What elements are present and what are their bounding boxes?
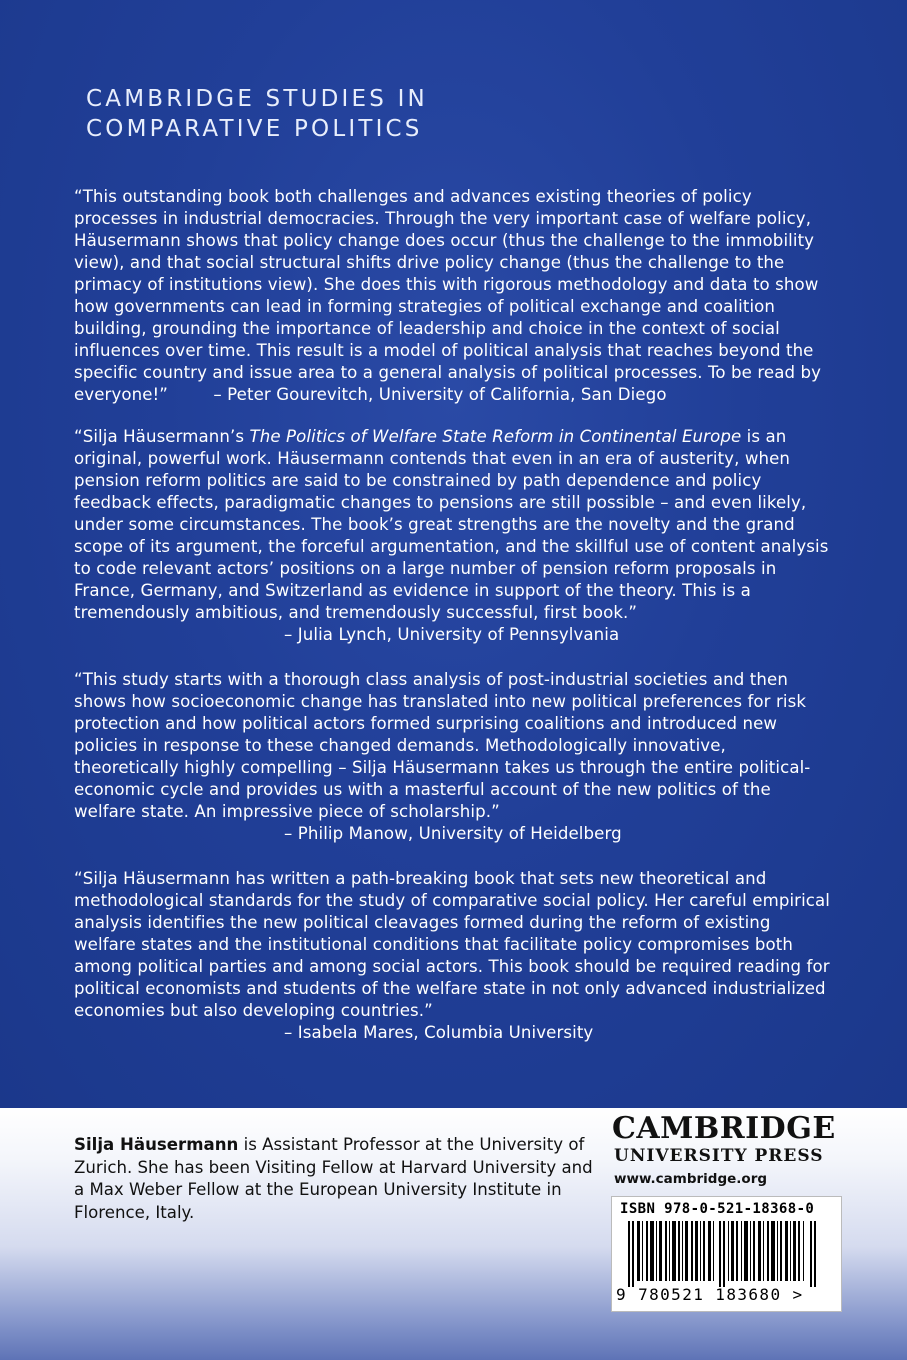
barcode-bars-icon — [620, 1221, 832, 1287]
quote-text: “Silja Häusermann has written a path-breaking book that sets new theoretical and methodological standards for the study of comparative social policy. Her careful empirical analysis identifies the new political cleavages formed during the reform of existing welfare states and the institutional conditions that facilitate policy compromises both among political parties and among social actors. This book should be required reading for political economists and students of the welfare state in not only advanced industrialized economies but also developing countries.” — [74, 869, 831, 1020]
book-title: The Politics of Welfare State Reform in Continental Europe — [249, 427, 742, 446]
blurb-quote-1 — [74, 186, 834, 406]
blurb-quote-3 — [74, 669, 834, 845]
quote-text: “This outstanding book both challenges and advances existing theories of policy processes in industrial democracies. Through the very important case of welfare policy, Häusermann shows that policy change does occur (thus the challenge to the immobility view), and that social structural shifts drive policy change (thus the challenge to the primacy of institutions view). She does this with rigorous methodology and data to show how governments can lead in forming strategies of political exchange and coalition building, grounding the importance of leadership and choice in the context of social influences over time. This result is a model of political analysis that reaches beyond the specific country and issue area to a general analysis of political processes. To be read by everyone!” — [74, 187, 822, 404]
blurb-quote-2 — [74, 426, 834, 646]
publisher-url: www.cambridge.org — [614, 1171, 768, 1187]
quote-text-after: is an original, powerful work. Häusermann contends that even in an era of austerity, when pension reform politics are said to be constrained by path dependence and policy feedback effects, paradigmatic changes to pensions are still possible – and even likely, under some circumstances. The book’s great strengths are the novelty and the grand scope of its argument, the forceful argumentation, and the skillful use of content analysis to code relevant actors’ positions on a large number of pension reform proposals in France, Germany, and Switzerland as evidence in support of the theory. This is a tremendously ambitious, and tremendously successful, first book.” — [74, 427, 829, 622]
isbn-label: ISBN 978-0-521-18368-0 — [620, 1201, 815, 1217]
quote-text-before: “Silja Häusermann’s — [74, 427, 250, 446]
author-bio — [74, 1134, 594, 1224]
isbn-barcode — [611, 1196, 842, 1312]
publisher-logo — [612, 1113, 842, 1187]
ean-digits: 9 780521 183680 > — [616, 1285, 804, 1304]
publisher-subname: UNIVERSITY PRESS — [614, 1146, 824, 1166]
quote-attribution: – Isabela Mares, Columbia University — [284, 1023, 594, 1042]
quote-attribution: – Philip Manow, University of Heidelberg — [284, 824, 622, 843]
series-title-line1: CAMBRIDGE STUDIES IN — [86, 86, 428, 112]
series-title-line2: COMPARATIVE POLITICS — [86, 116, 423, 142]
blurb-quote-4 — [74, 868, 834, 1044]
quote-attribution: – Julia Lynch, University of Pennsylvania — [284, 625, 620, 644]
author-name: Silja Häusermann — [74, 1135, 239, 1154]
quote-text: “This study starts with a thorough class analysis of post-industrial societies and then shows how socioeconomic change has translated into new political preferences for risk protection and how political actors formed surprising coalitions and introduced new policies in response to these changed demands. Methodologically innovative, theoretically highly compelling – Silja Häusermann takes us through the entire political-economic cycle and provides us with a masterful account of the new politics of the welfare state. An impressive piece of scholarship.” — [74, 670, 811, 821]
series-title — [86, 84, 428, 144]
author-bio-text: is Assistant Professor at the University of Zurich. She has been Visiting Fellow at Harvard University and a Max Weber Fellow at the European University Institute in Florence, Italy. — [74, 1135, 593, 1222]
quote-attribution: – Peter Gourevitch, University of California, San Diego — [213, 385, 667, 404]
publisher-name: CAMBRIDGE — [612, 1111, 836, 1146]
